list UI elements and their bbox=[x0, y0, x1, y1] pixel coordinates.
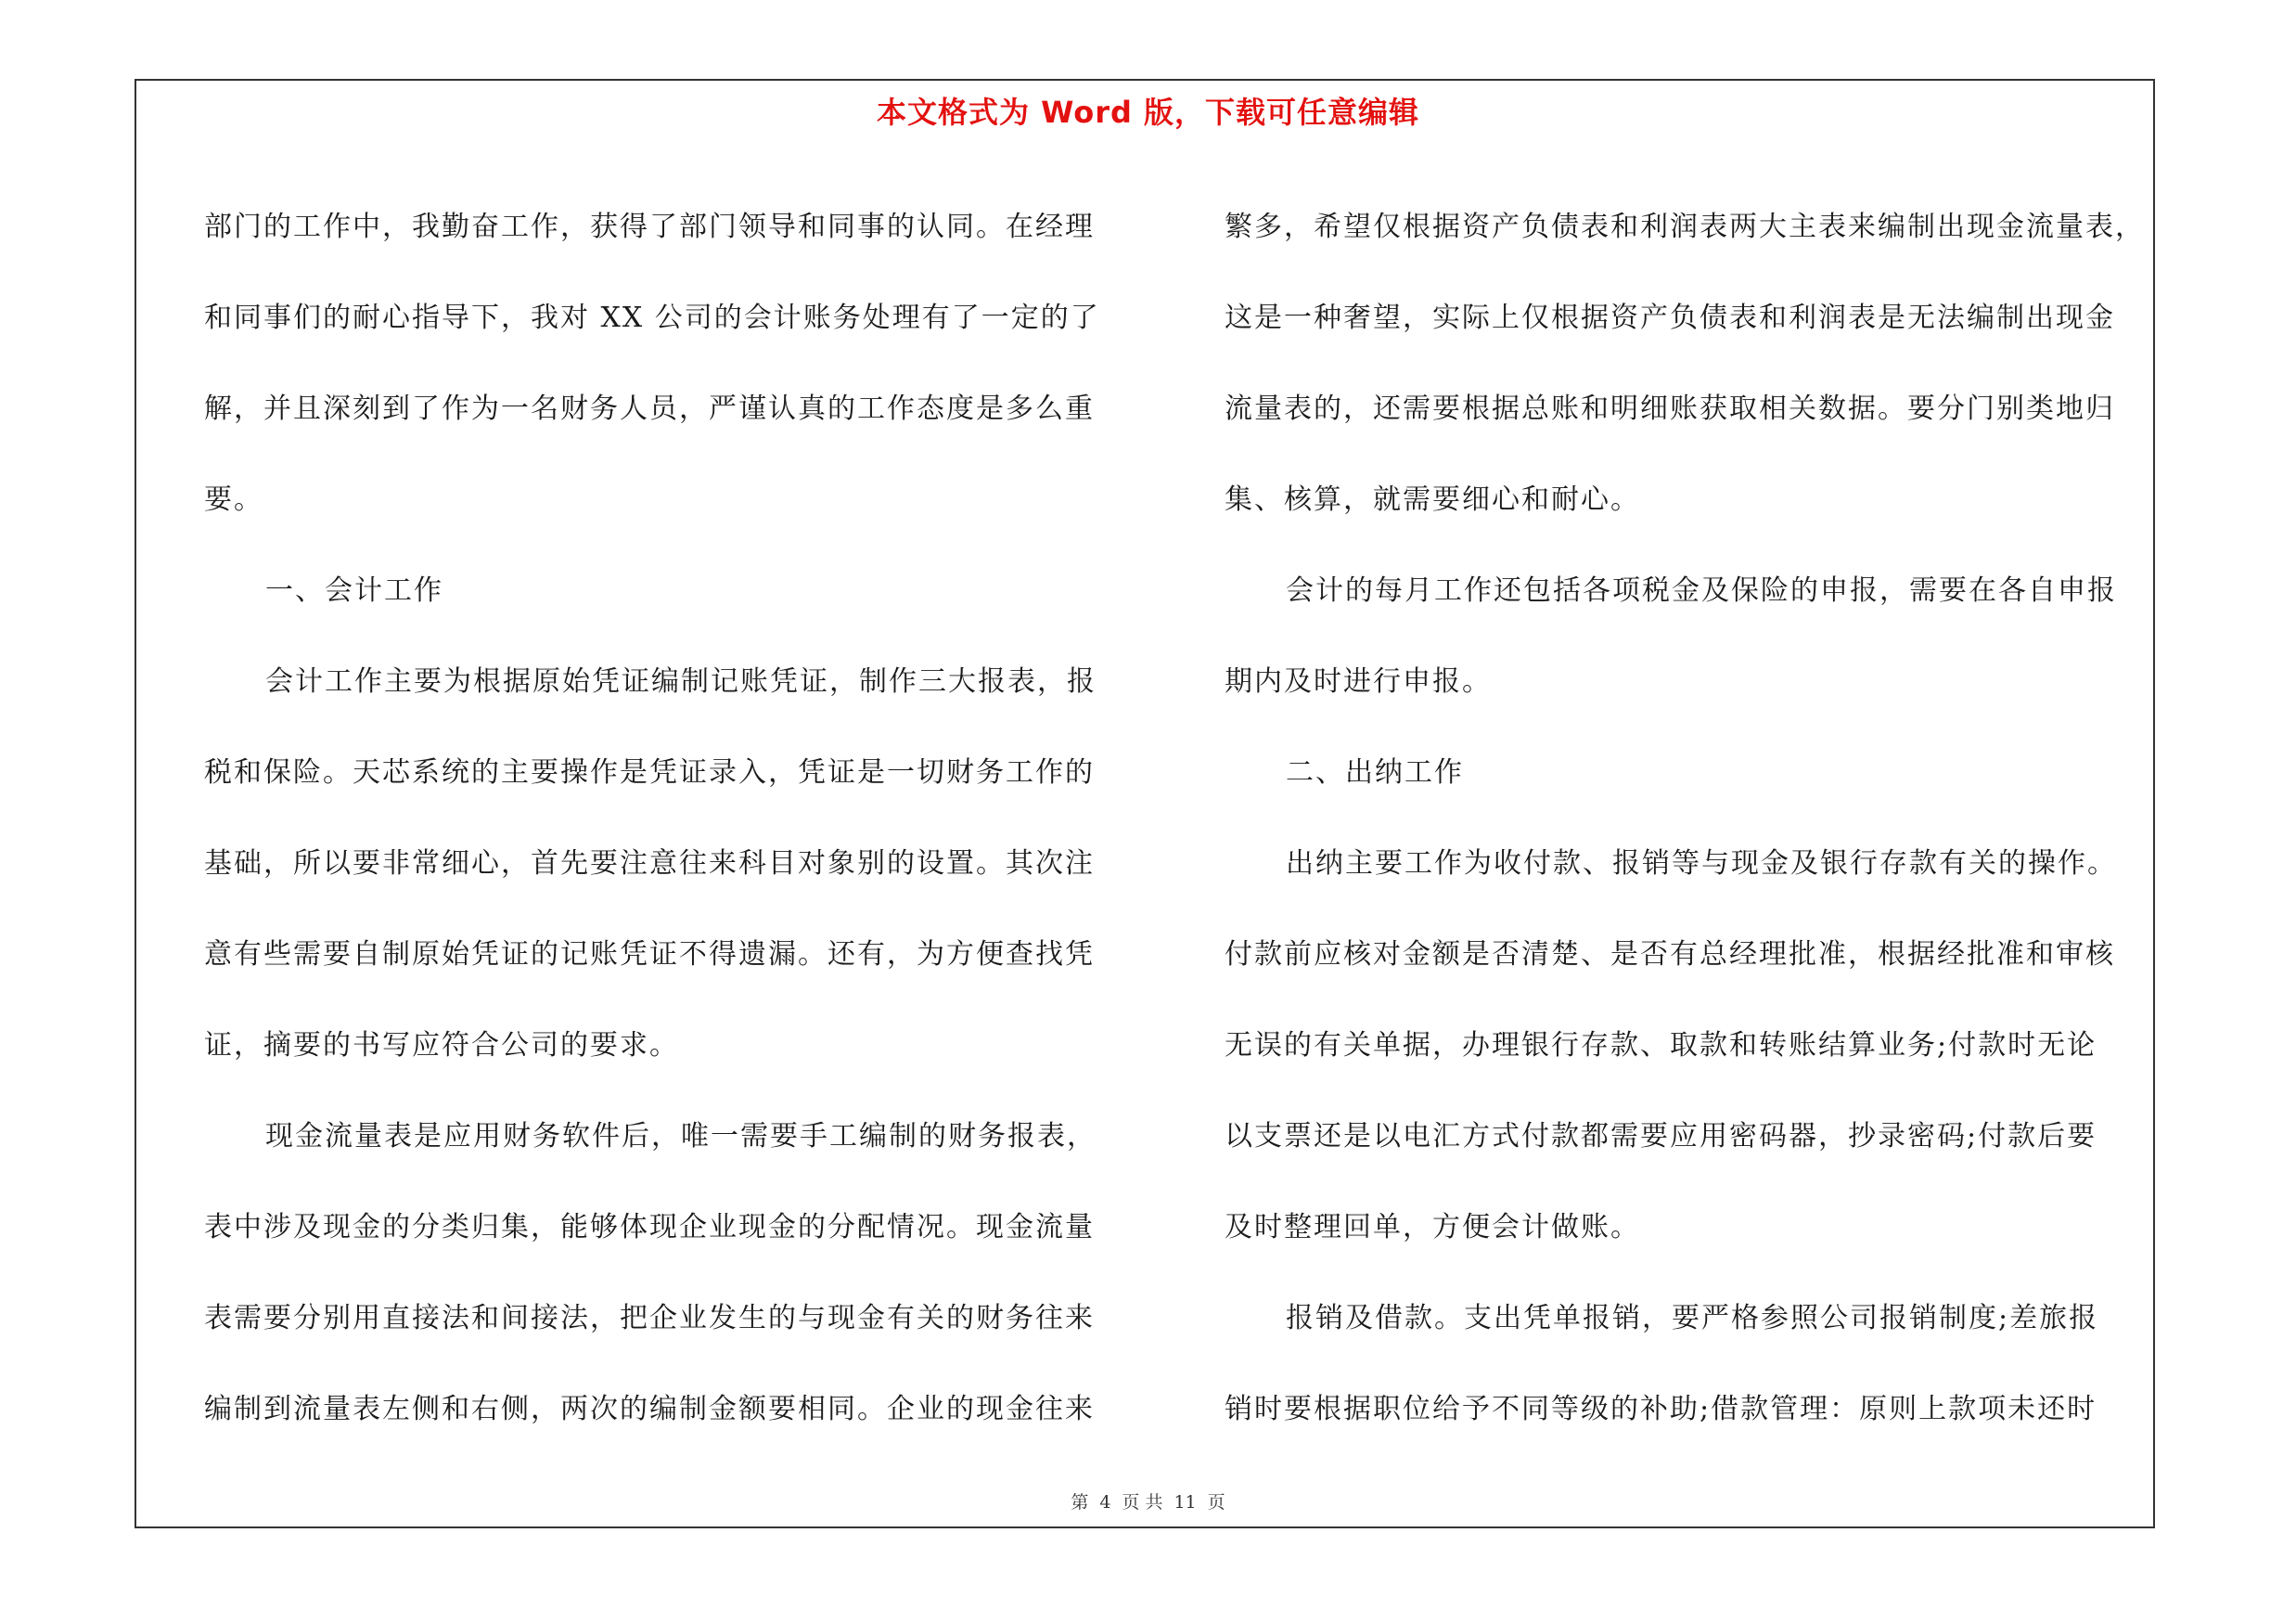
text-line: 会计工作主要为根据原始凭证编制记账凭证，制作三大报表，报 bbox=[265, 665, 1097, 698]
footer-prefix: 第 bbox=[1071, 1492, 1089, 1513]
text-line: 繁多，希望仅根据资产负债表和利润表两大主表来编制出现金流量表， bbox=[1225, 211, 2145, 243]
text-line: 期内及时进行申报。 bbox=[1225, 665, 1492, 698]
text-line: 付款前应核对金额是否清楚、是否有总经理批准，根据经批准和审核 bbox=[1225, 938, 2115, 971]
format-banner: 本文格式为 Word 版，下载可任意编辑 bbox=[876, 95, 1420, 130]
text-line: 集、核算，就需要细心和耐心。 bbox=[1225, 483, 1640, 516]
section-heading-cashier: 二、出纳工作 bbox=[1286, 756, 1464, 789]
page-number-footer bbox=[0, 1488, 2296, 1514]
text-line: 流量表的，还需要根据总账和明细账获取相关数据。要分门别类地归 bbox=[1225, 393, 2115, 425]
text-line: 无误的有关单据，办理银行存款、取款和转账结算业务;付款时无论 bbox=[1225, 1029, 2097, 1062]
total-page-count: 11 bbox=[1174, 1492, 1197, 1513]
text-line: 现金流量表是应用财务软件后，唯一需要手工编制的财务报表， bbox=[265, 1120, 1097, 1153]
text-line: 部门的工作中，我勤奋工作，获得了部门领导和同事的认同。在经理 bbox=[204, 211, 1095, 243]
text-line: 以支票还是以电汇方式付款都需要应用密码器，抄录密码;付款后要 bbox=[1225, 1120, 2097, 1153]
text-line: 报销及借款。支出凭单报销，要严格参照公司报销制度;差旅报 bbox=[1286, 1302, 2099, 1334]
right-column bbox=[1225, 182, 2180, 1455]
text-line: 要。 bbox=[204, 483, 263, 516]
text-line: 表中涉及现金的分类归集，能够体现企业现金的分配情况。现金流量 bbox=[204, 1211, 1095, 1243]
current-page-number: 4 bbox=[1099, 1492, 1111, 1513]
text-line: 和同事们的耐心指导下，我对 XX 公司的会计账务处理有了一定的了 bbox=[204, 302, 1100, 334]
footer-middle: 页 共 bbox=[1122, 1492, 1163, 1513]
text-line: 意有些需要自制原始凭证的记账凭证不得遗漏。还有，为方便查找凭 bbox=[204, 938, 1095, 971]
text-line: 销时要根据职位给予不同等级的补助;借款管理：原则上款项未还时 bbox=[1225, 1393, 2097, 1425]
text-line: 这是一种奢望，实际上仅根据资产负债表和利润表是无法编制出现金 bbox=[1225, 302, 2115, 334]
text-line: 基础，所以要非常细心，首先要注意往来科目对象别的设置。其次注 bbox=[204, 847, 1095, 880]
section-heading-accounting: 一、会计工作 bbox=[265, 574, 443, 607]
text-line: 会计的每月工作还包括各项税金及保险的申报，需要在各自申报 bbox=[1286, 574, 2117, 607]
text-line: 证，摘要的书写应符合公司的要求。 bbox=[204, 1029, 679, 1062]
text-line: 编制到流量表左侧和右侧，两次的编制金额要相同。企业的现金往来 bbox=[204, 1393, 1095, 1425]
text-line: 税和保险。天芯系统的主要操作是凭证录入，凭证是一切财务工作的 bbox=[204, 756, 1095, 789]
text-line: 表需要分别用直接法和间接法，把企业发生的与现金有关的财务往来 bbox=[204, 1302, 1095, 1334]
text-line: 及时整理回单，方便会计做账。 bbox=[1225, 1211, 1640, 1243]
text-line: 出纳主要工作为收付款、报销等与现金及银行存款有关的操作。 bbox=[1286, 847, 2117, 880]
text-line: 解，并且深刻到了作为一名财务人员，严谨认真的工作态度是多么重 bbox=[204, 393, 1095, 425]
left-column bbox=[204, 182, 1141, 1455]
footer-suffix: 页 bbox=[1207, 1492, 1225, 1513]
